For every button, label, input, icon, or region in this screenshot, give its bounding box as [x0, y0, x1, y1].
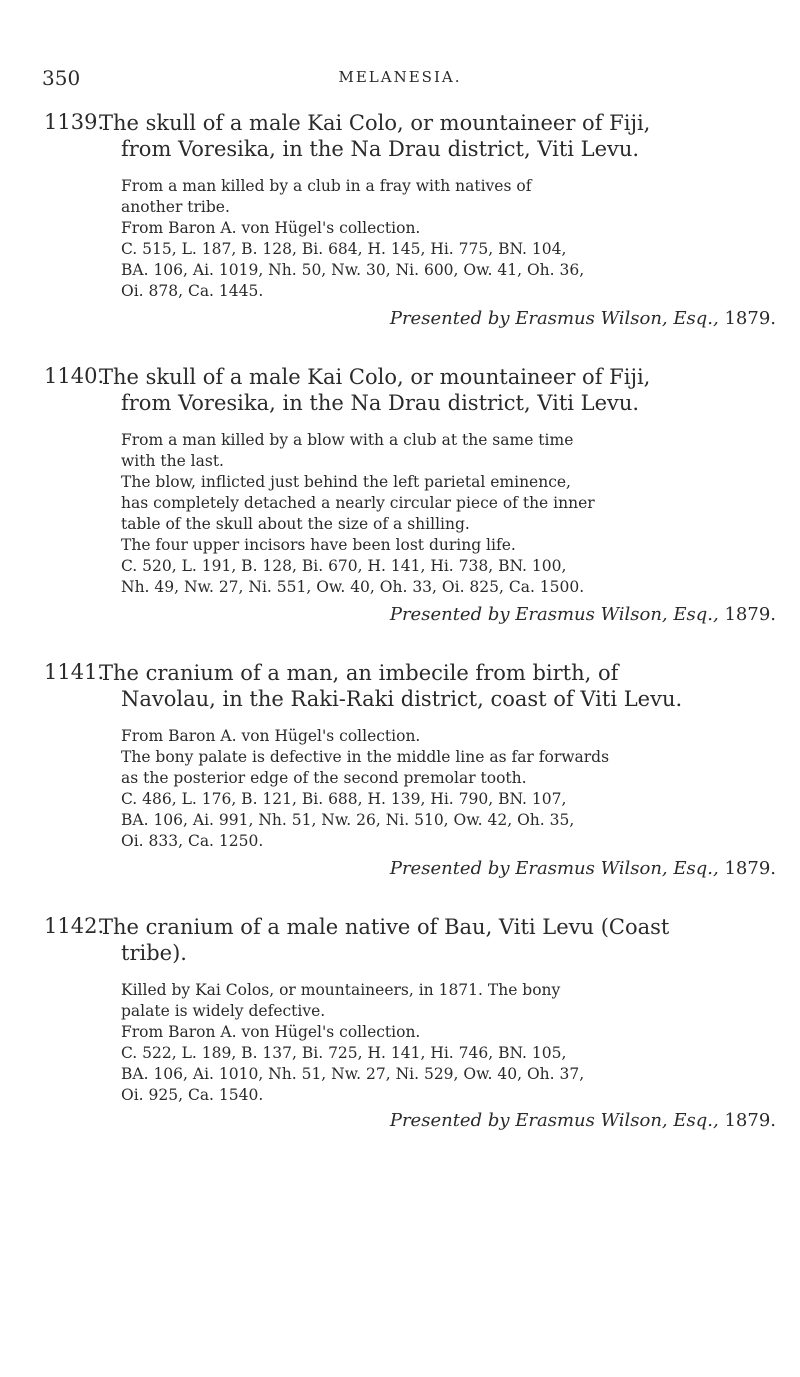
- running-head: MELANESIA.: [338, 68, 462, 86]
- entry-notes: [121, 980, 781, 1106]
- note-line: Killed by Kai Colos, or mountaineers, in 1871. The bony: [121, 981, 561, 999]
- presented-year: 1879.: [724, 858, 776, 879]
- entry-number: 1142.: [44, 914, 105, 938]
- note-line: has completely detached a nearly circular piece of the inner: [121, 494, 595, 512]
- entry-notes: [121, 726, 781, 852]
- entry-title-line: The cranium of a male native of Bau, Viti Levu (Coast: [99, 915, 670, 939]
- note-line: C. 520, L. 191, B. 128, Bi. 670, H. 141, Hi. 738, BN. 100,: [121, 557, 567, 575]
- note-line: as the posterior edge of the second premolar tooth.: [121, 769, 527, 787]
- note-line: The four upper incisors have been lost during life.: [121, 536, 516, 554]
- note-line: Oi. 878, Ca. 1445.: [121, 282, 264, 300]
- note-line: From Baron A. von Hügel's collection.: [121, 1023, 421, 1041]
- presented-year: 1879.: [724, 1110, 776, 1131]
- entry-number: 1141.: [44, 660, 105, 684]
- note-line: palate is widely defective.: [121, 1002, 326, 1020]
- note-line: table of the skull about the size of a shilling.: [121, 515, 470, 533]
- presented-year: 1879.: [724, 308, 776, 329]
- entry-number: 1140.: [44, 364, 105, 388]
- note-line: From a man killed by a club in a fray with natives of: [121, 177, 532, 195]
- entry-title-line: Navolau, in the Raki-Raki district, coast of Viti Levu.: [121, 687, 683, 711]
- note-line: The bony palate is defective in the middle line as far forwards: [121, 748, 610, 766]
- presented-by: Presented by Erasmus Wilson, Esq., 1879.: [389, 308, 776, 329]
- entry-title-line: The cranium of a man, an imbecile from birth, of: [99, 661, 619, 685]
- entry-number: 1139.: [44, 110, 105, 134]
- note-line: C. 486, L. 176, B. 121, Bi. 688, H. 139, Hi. 790, BN. 107,: [121, 790, 567, 808]
- entry-notes: [121, 430, 781, 598]
- note-line: C. 522, L. 189, B. 137, Bi. 725, H. 141, Hi. 746, BN. 105,: [121, 1044, 567, 1062]
- presented-by: Presented by Erasmus Wilson, Esq., 1879.: [389, 1110, 776, 1131]
- note-line: another tribe.: [121, 198, 230, 216]
- entry-title-line: from Voresika, in the Na Drau district, Viti Levu.: [121, 391, 640, 415]
- note-line: Oi. 925, Ca. 1540.: [121, 1086, 264, 1104]
- note-line: From a man killed by a blow with a club at the same time: [121, 431, 574, 449]
- note-line: Nh. 49, Nw. 27, Ni. 551, Ow. 40, Oh. 33, Oi. 825, Ca. 1500.: [121, 578, 585, 596]
- note-line: Oi. 833, Ca. 1250.: [121, 832, 264, 850]
- note-line: with the last.: [121, 452, 224, 470]
- entry-title-line: The skull of a male Kai Colo, or mountaineer of Fiji,: [99, 111, 651, 135]
- entry-title: [99, 660, 779, 712]
- entry-title: [99, 364, 779, 416]
- page-number: 350: [42, 66, 81, 90]
- entry-title-line: The skull of a male Kai Colo, or mountaineer of Fiji,: [99, 365, 651, 389]
- note-line: BA. 106, Ai. 1010, Nh. 51, Nw. 27, Ni. 529, Ow. 40, Oh. 37,: [121, 1065, 585, 1083]
- entry-title-line: tribe).: [121, 941, 187, 965]
- note-line: From Baron A. von Hügel's collection.: [121, 727, 421, 745]
- note-line: C. 515, L. 187, B. 128, Bi. 684, H. 145, Hi. 775, BN. 104,: [121, 240, 567, 258]
- note-line: From Baron A. von Hügel's collection.: [121, 219, 421, 237]
- entry-title-line: from Voresika, in the Na Drau district, Viti Levu.: [121, 137, 640, 161]
- presented-by: Presented by Erasmus Wilson, Esq., 1879.: [389, 858, 776, 879]
- note-line: BA. 106, Ai. 991, Nh. 51, Nw. 26, Ni. 510, Ow. 42, Oh. 35,: [121, 811, 575, 829]
- entry-title: [99, 110, 779, 162]
- presented-year: 1879.: [724, 604, 776, 625]
- note-line: BA. 106, Ai. 1019, Nh. 50, Nw. 30, Ni. 600, Ow. 41, Oh. 36,: [121, 261, 585, 279]
- entry-notes: [121, 176, 781, 302]
- note-line: The blow, inflicted just behind the left parietal eminence,: [121, 473, 571, 491]
- entry-title: [99, 914, 779, 966]
- presented-by: Presented by Erasmus Wilson, Esq., 1879.: [389, 604, 776, 625]
